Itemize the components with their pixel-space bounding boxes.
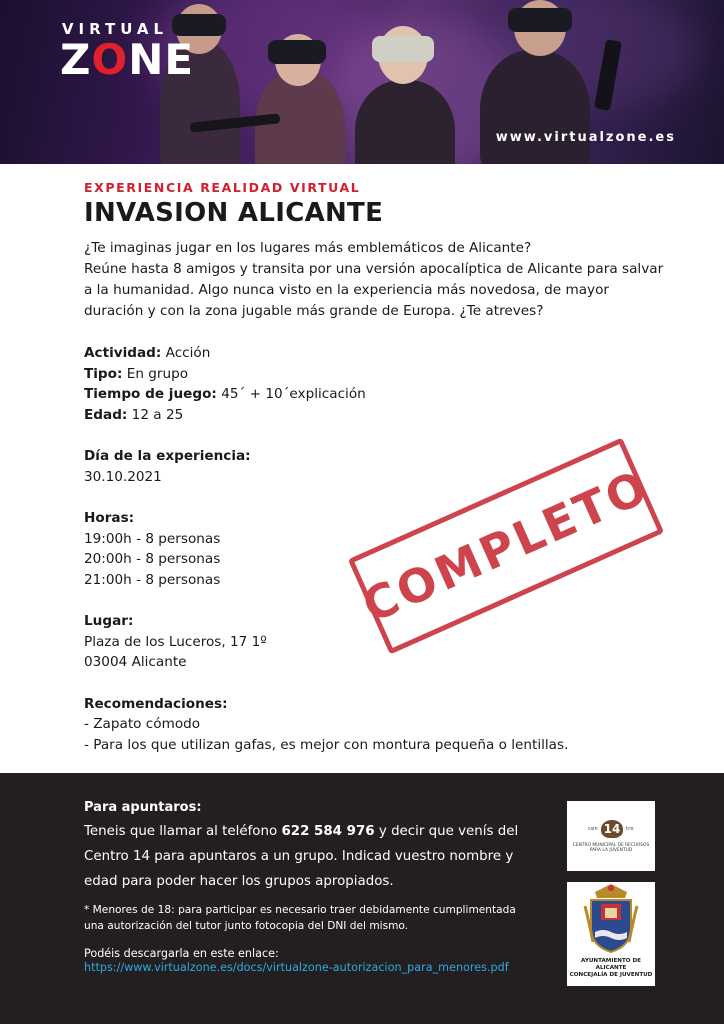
signup-text: Teneis que llamar al teléfono <box>84 824 282 839</box>
logo-top-text: VIRTUAL <box>61 20 169 38</box>
centro-14-logo <box>567 801 655 871</box>
stamp-text: COMPLETO <box>354 458 658 634</box>
hours-label: Horas: <box>84 510 135 526</box>
hour-slot: 19:00h - 8 personas <box>84 530 221 547</box>
date-label: Día de la experiencia: <box>84 448 251 464</box>
logo-bottom-text <box>60 35 195 84</box>
detail-duration <box>84 384 664 405</box>
centro-14-mark <box>588 820 634 838</box>
logo-number: 14 <box>601 820 623 838</box>
signup-footer <box>0 773 724 1024</box>
logo-text-left: cen <box>588 825 599 832</box>
coat-of-arms-icon <box>581 882 641 956</box>
place-address: Plaza de los Luceros, 17 1º <box>84 633 267 650</box>
detail-label: Actividad: <box>84 345 162 361</box>
event-details <box>84 343 664 425</box>
phone-number[interactable]: 622 584 976 <box>281 824 375 839</box>
signup-heading: Para apuntaros: <box>84 800 202 815</box>
event-intro <box>84 238 664 322</box>
detail-label: Edad: <box>84 406 128 423</box>
hero-banner <box>0 0 724 164</box>
recommendations-label: Recomendaciones: <box>84 695 228 712</box>
detail-value: 12 a 25 <box>127 406 184 423</box>
download-label: Podéis descargarla en este enlace: <box>84 947 279 960</box>
detail-type <box>84 364 664 385</box>
signup-info <box>84 800 534 974</box>
ayuntamiento-caption-2: CONCEJALÍA DE JUVENTUD <box>569 972 653 978</box>
logo-text-right: tro <box>626 825 634 832</box>
detail-activity <box>84 343 664 364</box>
detail-age <box>84 405 664 426</box>
intro-body: Reúne hasta 8 amigos y transita por una versión apocalíptica de Alicante para salvar a la humanidad. Algo nunca visto en la experiencia más novedosa, de mayor duración y con la zona jugable más grande de Europa. ¿Te atreves? <box>84 261 664 319</box>
minors-note: * Menores de 18: para participar es necesario traer debidamente cumplimentada una autorización del tutor junto fotocopia del DNI del mismo. <box>84 904 516 932</box>
hour-slot: 21:00h - 8 personas <box>84 571 221 588</box>
event-kicker: EXPERIENCIA REALIDAD VIRTUAL <box>84 180 361 195</box>
signup-body <box>84 819 534 894</box>
signup-text: y decir que venís del Centro 14 para apuntaros a un grupo. Indicad vuestro nombre y edad para poder hacer los grupos apropiados. <box>84 824 519 889</box>
detail-label: Tiempo de juego: <box>84 386 217 402</box>
date-value: 30.10.2021 <box>84 468 162 485</box>
recommendation-item: - Para los que utilizan gafas, es mejor con montura pequeña o lentillas. <box>84 736 569 753</box>
hour-slot: 20:00h - 8 personas <box>84 551 221 567</box>
ayuntamiento-caption <box>567 958 655 979</box>
logo-o: O <box>91 35 129 84</box>
recommendation-item: - Zapato cómodo <box>84 716 201 732</box>
detail-value: 45´ + 10´explicación <box>216 386 366 402</box>
event-title: INVASION ALICANTE <box>84 198 384 228</box>
virtual-zone-logo <box>60 20 195 84</box>
event-recommendations <box>84 694 664 756</box>
detail-value: En grupo <box>122 365 189 382</box>
authorization-download-link[interactable]: https://www.virtualzone.es/docs/virtualzone-autorizacion_para_menores.pdf <box>84 961 509 974</box>
logo-ne: NE <box>128 35 195 84</box>
logo-z: Z <box>60 35 92 84</box>
ayuntamiento-caption-1: AYUNTAMIENTO DE ALICANTE <box>581 958 641 971</box>
place-city: 03004 Alicante <box>84 654 187 670</box>
intro-question: ¿Te imaginas jugar en los lugares más emblemáticos de Alicante? <box>84 240 532 256</box>
place-label: Lugar: <box>84 613 134 629</box>
detail-label: Tipo: <box>84 365 123 382</box>
ayuntamiento-alicante-logo <box>567 882 655 986</box>
detail-value: Acción <box>161 345 211 361</box>
centro-14-caption: CENTRO MUNICIPAL DE RECURSOS PARA LA JUVENTUD <box>572 842 650 853</box>
website-url: www.virtualzone.es <box>495 130 676 145</box>
